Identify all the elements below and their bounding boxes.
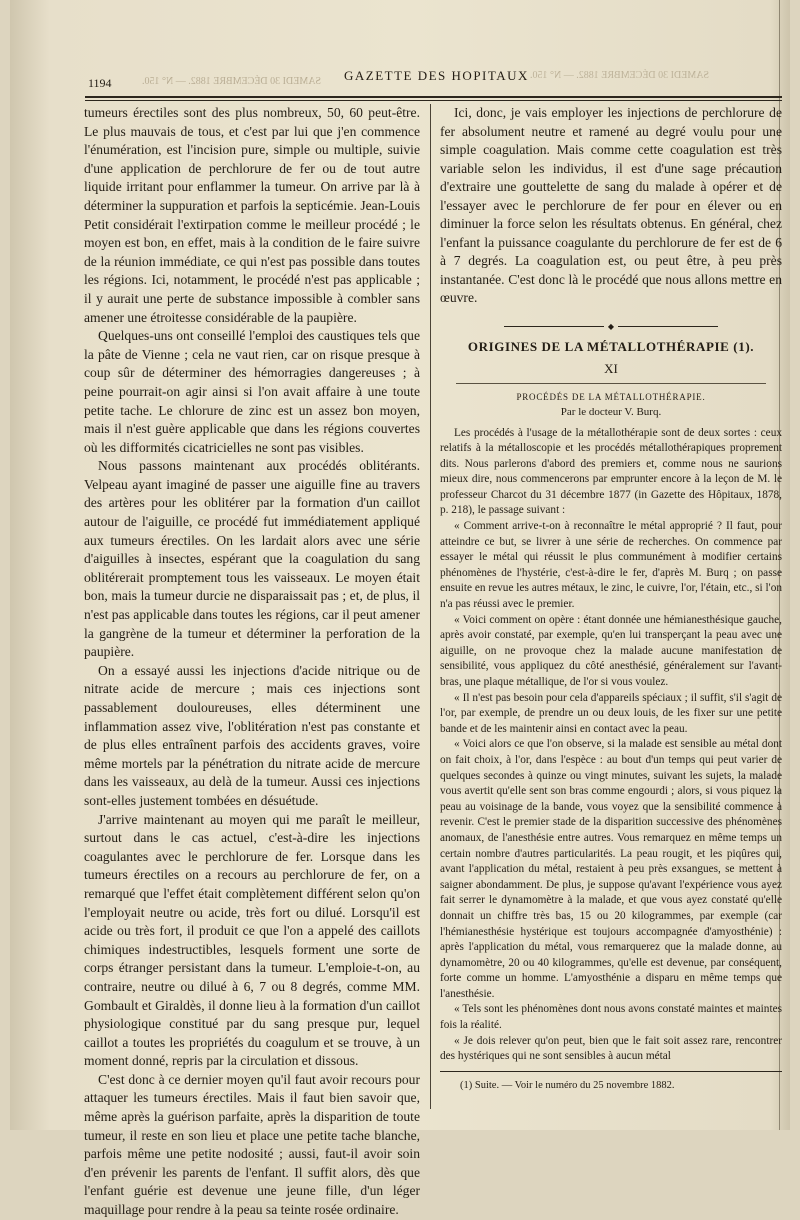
header-rule-thick	[85, 96, 782, 98]
bleed-through-text-right: SAMEDI 30 DÉCEMBRE 1882. — N° 150.	[530, 70, 710, 81]
journal-title: GAZETTE DES HOPITAUX	[344, 68, 529, 83]
article-paragraph: « Tels sont les phénomènes dont nous avons constaté maintes et maintes fois la réalité.	[440, 1003, 782, 1032]
left-paragraph: J'arrive maintenant au moyen qui me paraît le meilleur, surtout dans le cas actuel, c'est-à-dire les injections coagulantes avec le perchlorure de fer. Lorsque dans les tumeurs érectiles on a recours au perchlorure de fer, on a remarqué que l'effet était complètement différent selon qu'on l'employait neutre ou acide, très fort ou dilué. Lorsqu'il est acide ou très fort, il produit ce que l'on a appelé des caillots chimiques indestructibles, lesquels forment une sorte de corps étranger persistant dans la tumeur. L'emploie-t-on, au contraire, neutre ou dilué à 6, 7 ou 8 degrés, comme MM. Gombault et Giraldès, il donne lieu à la formation d'un caillot physiologique constitué par du sang presque pur, lequel caillot a toutes les propriétés du coagulum et se trouve, à un moment donné, repris par la circulation et dissous.	[84, 811, 420, 1069]
left-paragraph: Quelques-uns ont conseillé l'emploi des caustiques tels que la pâte de Vienne ; cela ne vaut rien, car on risque presque à coup sûr de déterminer des hémorragies dangereuses ; à peine pourrait-on agir ainsi si l'on avait affaire à une toute petite tache. Le chlorure de zinc est un assez bon moyen, mais il n'est guère applicable que dans les régions couvertes où les difformités cicatricielles ne sont pas visibles.	[84, 328, 420, 455]
article-paragraph: « Voici comment on opère : étant donnée une hémianesthésique gauche, après avoir constaté, par exemple, qu'en lui transperçant la peau avec une aiguille, on ne provoque chez la malade aucune manifestation de sensibilité, vous appliquez du côté anesthésié, généralement sur l'avant-bras, une plaque métallique, de l'or si vous voulez.	[440, 613, 782, 688]
ornament-line-left	[504, 326, 604, 327]
left-paragraph: tumeurs érectiles sont des plus nombreux, 50, 60 peut-être. Le plus mauvais de tous, et c'est par lui que j'en commence l'énumération, est l'incision pure, simple ou multiple, suivie d'une application de perchlorure de fer ou de tout autre liquide irritant pour enflammer la tumeur. On arrive par là à déterminer la suppuration et parfois la septicémie. Jean-Louis Petit considérait l'extirpation comme le meilleur procédé ; le moyen est bon, en effet, mais à la condition de le faire suivre de la réunion immédiate, ce qui n'est pas possible dans toutes les régions. Ici, notamment, le procédé n'est pas applicable ; il y aurait une perte de substance impossible à combler sans amener une étroitesse considérable de la paupière.	[84, 105, 420, 325]
intro-paragraph: Ici, donc, je vais employer les injections de perchlorure de fer absolument neutre et ramené au degré voulu pour une simple coagulation. Mais comme cette coagulation est très variable selon les individus, il est d'une sage précaution d'extraire une gouttelette de sang du malade à opérer et de l'essayer avec le perchlorure de fer pour en élever ou en diminuer la force selon les résultats obtenus. En général, chez l'enfant la puissance coagulante du perchlorure de fer est de 6 à 7 degrés. La coagulation est, ou peut être, à peu près instantanée. C'est donc là le procédé que nous allons mettre en œuvre.	[440, 105, 782, 305]
section-number: XI	[604, 360, 618, 376]
bleed-through-text-left: SAMEDI 30 DÉCEMBRE 1882. — N° 150.	[142, 76, 322, 87]
intro-block	[440, 104, 782, 308]
ornament-diamond-icon: ◆	[607, 321, 615, 331]
footnote: (1) Suite. — Voir le numéro du 25 novembre 1882.	[460, 1079, 675, 1091]
left-paragraph: Nous passons maintenant aux procédés oblitérants. Velpeau ayant imaginé de passer une aiguille fine au travers des artères pour les oblitérer par la formation d'un caillot autour de l'aiguille, ce procédé fut immédiatement appliqué aux tumeurs érectiles. On les lardait alors avec une série d'aiguilles à insectes, espérant que la coagulation du sang oblitérerait promptement tous les vaisseaux. Le moyen était bon, mais la tumeur durcie ne disparaissait pas ; et, de plus, il n'est pas applicable dans toutes les régions, car il peut amener la gangrène de la tumeur et déterminer la perforation de la paupière.	[84, 458, 420, 660]
article-paragraph: « Il n'est pas besoin pour cela d'appareils spéciaux ; il suffit, s'il s'agit de l'or, par exemple, de prendre un ou deux louis, de les fixer sur une petite bande et de les maintenir ainsi en contact avec la peau.	[440, 691, 782, 735]
article-paragraph: « Voici alors ce que l'on observe, si la malade est sensible au métal dont on fait choix, à l'or, dans l'espèce : au bout d'un temps qui peut varier de quelques secondes à quinze ou vingt minutes, suivant les sujets, la malade vous avertit qu'elle sent son bras comme engourdi ; alors, si vous piquez la peau au voisinage de la bande, vous voyez que la sensibilité commence à revenir. C'est le premier stade de la disparition successive des phénomènes anomaux, de l'anesthésie entre autres. Vous remarquez en même temps un certain nombre d'autres particularités. La peau rougit, et les piqûres qui, avant l'application du métal, restaient à peu près exsangues, se mettent à saigner abondamment. De plus, je suppose qu'avant l'expérience vous ayez fait serrer le dynamomètre à la malade, et que vous ayez constaté qu'elle donnait un chiffre très bas, 15 ou 20 kilogrammes, par exemple (car l'hémianesthésie hystérique est toujours accompagnée d'amyosthénie) : après l'application du métal, vous remarquerez que la malade donne, au dynamomètre, 20 ou 40 kilogrammes, qu'elle est devenue, par conséquent, forte comme un homme. L'amyosthénie a disparu en même temps que l'anesthésie.	[440, 738, 782, 1000]
page-number: 1194	[88, 76, 112, 90]
article-body	[440, 426, 782, 1065]
section-rule	[456, 383, 766, 384]
left-column	[84, 104, 420, 1218]
article-paragraph: « Je dois relever qu'on peut, bien que le fait soit assez rare, rencontrer des hystériques qui ne sont sensibles à aucun métal	[440, 1034, 782, 1063]
section-title: ORIGINES DE LA MÉTALLOTHÉRAPIE (1).	[467, 338, 755, 354]
header-rule-thin	[85, 100, 782, 101]
page-header	[80, 66, 780, 92]
article-paragraph: « Comment arrive-t-on à reconnaître le métal approprié ? Il faut, pour atteindre ce but, se livrer à une série de recherches. On commence par essayer le métal qui réussit le plus communément à modifier certains phénomènes de l'hystérie, c'est-à-dire le fer, d'après M. Burq ; on passe ensuite en revue les autres métaux, le zinc, le cuivre, l'or, l'étain, etc., si l'on n'a pas réussi avec le premier.	[440, 520, 782, 611]
footnote-rule	[440, 1071, 782, 1072]
section-ornament	[440, 322, 782, 331]
left-paragraph: C'est donc à ce dernier moyen qu'il faut avoir recours pour attaquer les tumeurs érectiles. Mais il faut bien savoir que, même après la guérison parfaite, après la disparition de toute tumeur, il reste en son lieu et place une petite tache blanche, parfois même une petite nodosité ; aussi, faut-il avoir soin d'en prévenir les parents de l'enfant. Il suffit alors, dès que l'enfant guérie est devenue une jeune fille, d'un léger maquillage pour rendre à la peau sa teinte rosée ordinaire.	[84, 1071, 420, 1218]
article-paragraph: Les procédés à l'usage de la métallothérapie sont de deux sortes : ceux relatifs à la métalloscopie et les procédés métallothérapiques proprement dits. Nous parlerons d'abord des premiers et, comme nous ne saurions mieux dire, nous commencerons par emprunter encore à la leçon de M. le professeur Charcot du 31 décembre 1877 (in Gazette des Hôpitaux, 1878, p. 218), le passage suivant :	[440, 426, 782, 517]
author-line: Par le docteur V. Burq.	[560, 405, 662, 418]
right-column	[440, 104, 782, 1124]
procedure-title: PROCÉDÉS DE LA MÉTALLOTHÉRAPIE.	[516, 391, 706, 402]
left-paragraph: On a essayé aussi les injections d'acide nitrique ou de nitrate acide de mercure ; mais ces injections sont passablement douloureuses, elles déterminent une inflammation assez vive, l'oblitération n'est pas constante et de plus elles entraînent parfois des accidents graves, voire même mortels par la pénétration du nitrate acide de mercure dans les vaisseaux, au delà de la tumeur. Aussi ces injections sont-elles justement tombées en désuétude.	[84, 662, 420, 808]
ornament-line-right	[618, 326, 718, 327]
column-divider	[430, 104, 431, 1109]
